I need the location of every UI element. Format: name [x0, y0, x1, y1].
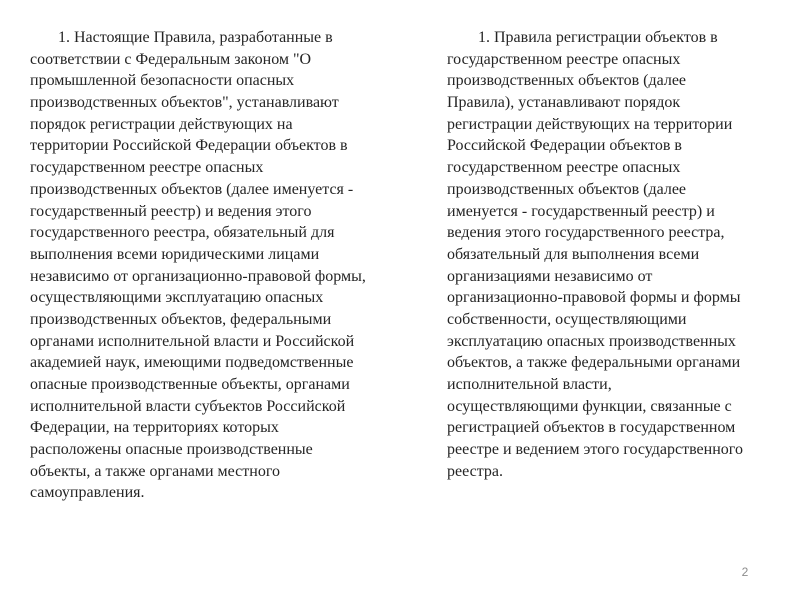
right-text-line: регистрации действующих на территории — [447, 115, 733, 133]
right-text-line: производственных объектов (далее — [447, 72, 687, 90]
page-number: 2 — [741, 565, 749, 579]
left-text-column — [30, 27, 430, 504]
left-text-line: производственных объектов (далее именуется - — [30, 180, 354, 198]
left-text-line: порядок регистрации действующих на — [30, 115, 293, 133]
left-text-line: государственный реестр) и ведения этого — [30, 202, 312, 220]
left-text-line: расположены опасные производственные — [30, 441, 313, 459]
right-text-line: обязательный для выполнения всеми — [447, 245, 700, 263]
right-text-line: Правила), устанавливают порядок — [447, 94, 681, 112]
left-text-line: независимо от организационно-правовой формы, — [30, 267, 366, 285]
left-text-line: опасные производственные объекты, органами — [30, 376, 350, 393]
left-text-line: Федерации, на территориях которых — [30, 419, 279, 437]
left-text-line: государственного реестра, обязательный для — [30, 224, 335, 242]
left-text-line: 1. Настоящие Правила, разработанные в — [58, 29, 333, 46]
left-text-line: академией наук, имеющими подведомственные — [30, 354, 354, 372]
right-text-line: производственных объектов (далее — [447, 180, 687, 198]
left-text-line: соответствии с Федеральным законом "О — [30, 50, 312, 68]
right-text-line: ведения этого государственного реестра, — [447, 224, 725, 242]
left-text-line: органами исполнительной власти и Российской — [30, 332, 355, 350]
left-text-line: территории Российской Федерации объектов в — [30, 137, 348, 155]
right-text-line: эксплуатацию опасных производственных — [447, 332, 736, 350]
right-text-line: реестра. — [447, 462, 503, 480]
right-text-column — [447, 27, 792, 482]
left-text-line: промышленной безопасности опасных — [30, 72, 295, 90]
right-text-line: именуется - государственный реестр) и — [447, 202, 715, 220]
right-text-line: государственном реестре опасных — [447, 50, 681, 68]
right-text-line: Российской Федерации объектов в — [447, 137, 682, 155]
right-text-line: организационно-правовой формы и формы — [447, 289, 741, 307]
right-text-line: объектов, а также федеральными органами — [447, 354, 741, 372]
left-text-line: производственных объектов", устанавливают — [30, 94, 339, 112]
right-text-line: 1. Правила регистрации объектов в — [478, 29, 718, 46]
right-text-line: регистрацией объектов в государственном — [447, 419, 736, 437]
left-text-line: самоуправления. — [30, 484, 145, 502]
left-text-line: производственных объектов, федеральными — [30, 310, 332, 328]
right-text-line: собственности, осуществляющими — [447, 310, 687, 328]
right-text-line: осуществляющими функции, связанные с — [447, 397, 732, 415]
left-text-line: государственном реестре опасных — [30, 159, 264, 177]
left-text-line: осуществляющими эксплуатацию опасных — [30, 289, 324, 307]
left-text-line: выполнения всеми юридическими лицами — [30, 245, 320, 263]
left-text-line: объекты, а также органами местного — [30, 462, 280, 480]
left-text-line: исполнительной власти субъектов Российской — [30, 397, 346, 415]
right-text-line: реестре и ведением этого государственного — [447, 441, 743, 459]
right-text-line: исполнительной власти, — [447, 376, 612, 393]
right-text-line: организациями независимо от — [447, 267, 653, 285]
right-text-line: государственном реестре опасных — [447, 159, 681, 177]
